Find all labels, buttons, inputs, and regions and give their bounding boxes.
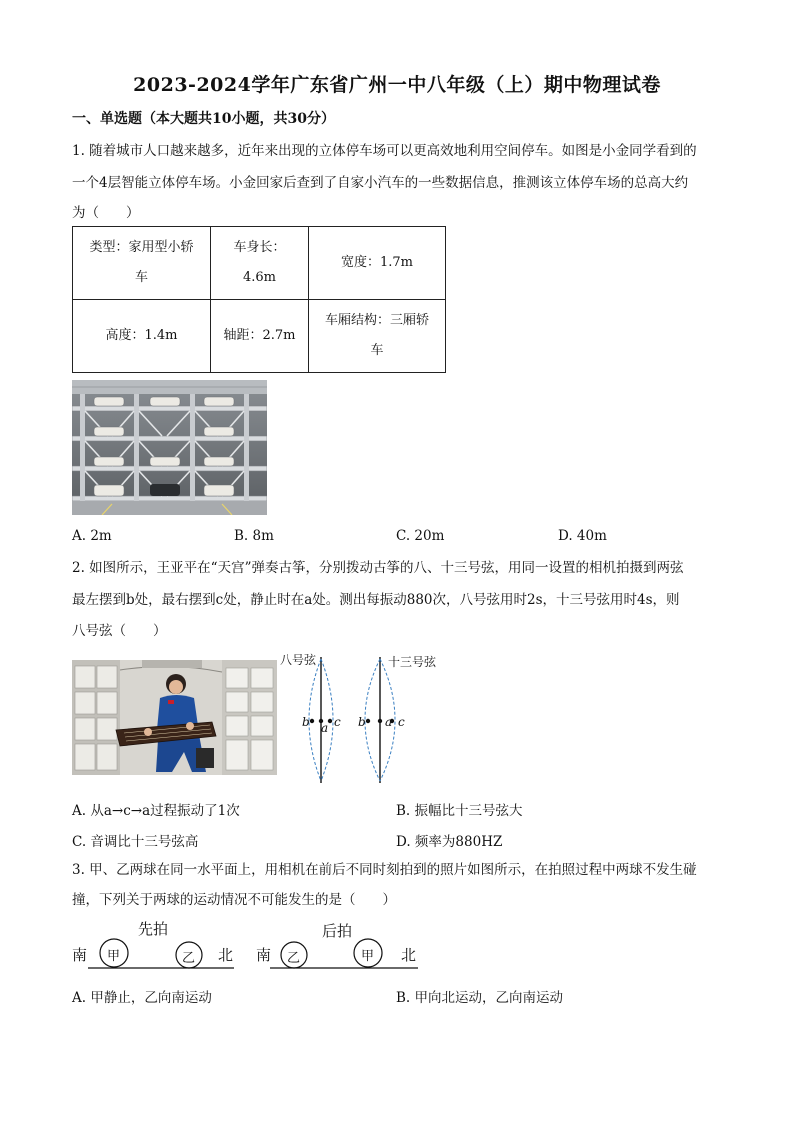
label-later-shot: 后拍 — [322, 922, 353, 940]
table-cell-wheelbase: 轴距：2.7m — [211, 300, 309, 373]
q2-option-a: A. 从a→c→a过程振动了1次 — [72, 803, 240, 819]
label-string-13: 十三号弦 — [388, 655, 437, 669]
car-spec-table — [72, 226, 446, 373]
q1-option-d: D. 40m — [558, 528, 607, 544]
section-heading: 一、单选题（本大题共10小题，共30分） — [72, 111, 335, 127]
q2-option-c: C. 音调比十三号弦高 — [72, 834, 199, 850]
string-13-point-b — [366, 719, 370, 723]
exam-title: 2023-2024学年广东省广州一中八年级（上）期中物理试卷 — [133, 74, 661, 96]
label-13-a: a — [385, 715, 393, 729]
parking-garage-photo — [72, 380, 267, 515]
q1-option-c: C. 20m — [396, 528, 445, 544]
label-yi-later: 乙 — [287, 951, 301, 966]
q2-option-b: B. 振幅比十三号弦大 — [396, 803, 523, 819]
length-line-2: 4.6m — [242, 270, 276, 285]
label-north-1: 北 — [218, 946, 234, 964]
label-south-2: 南 — [256, 946, 272, 964]
label-string-8: 八号弦 — [280, 653, 317, 667]
q2-stem-line-1: 2. 如图所示，王亚平在“天宫”弹奏古筝，分别拨动古筝的八、十三号弦，用同一设置的相机拍摄到两弦 — [72, 560, 684, 576]
label-south-1: 南 — [72, 946, 88, 964]
q3-option-a: A. 甲静止，乙向南运动 — [72, 990, 212, 1006]
q1-stem-line-3: 为（ ） — [72, 205, 140, 221]
space-station-guzheng-photo — [72, 660, 277, 775]
label-yi-first: 乙 — [182, 951, 196, 966]
table-cell-width: 宽度：1.7m — [309, 227, 446, 300]
label-8-b: b — [302, 715, 310, 729]
q1-stem-line-1: 1. 随着城市人口越来越多，近年来出现的立体停车场可以更高效地利用空间停车。如图是小金同学看到的 — [72, 143, 697, 159]
q1-option-b: B. 8m — [234, 528, 274, 544]
q2-option-d: D. 频率为880HZ — [396, 834, 503, 850]
q3-stem-line-2: 撞，下列关于两球的运动情况不可能发生的是（ ） — [72, 892, 396, 908]
body-line-1: 车厢结构：三厢轿 — [324, 313, 429, 328]
string-vibration-diagram — [280, 645, 445, 785]
q1-stem-line-2: 一个4层智能立体停车场。小金回家后查到了自家小汽车的一些数据信息，推测该立体停车场的总高大约 — [72, 175, 689, 191]
label-8-a: a — [321, 721, 329, 735]
table-cell-type — [73, 227, 211, 300]
table-cell-body — [309, 300, 446, 373]
balls-photo-diagram — [70, 918, 430, 973]
string-8-point-b — [310, 719, 314, 723]
q3-stem-line-1: 3. 甲、乙两球在同一水平面上，用相机在前后不同时刻拍到的照片如图所示，在拍照过程中两球不发生碰 — [72, 862, 697, 878]
body-line-2: 车 — [370, 343, 384, 358]
q1-option-a: A. 2m — [72, 528, 112, 544]
string-13-point-a — [378, 719, 382, 723]
label-jia-later: 甲 — [361, 949, 375, 964]
table-cell-length — [211, 227, 309, 300]
length-line-1: 车身长： — [233, 240, 286, 255]
label-north-2: 北 — [401, 946, 417, 964]
type-line-1: 类型：家用型小轿 — [89, 240, 194, 255]
string-8-point-c — [328, 719, 332, 723]
q2-stem-line-2: 最左摆到b处，最右摆到c处，静止时在a处。测出每振动880次，八号弦用时2s，十三号弦用时4s，则 — [72, 592, 680, 608]
label-13-c: c — [398, 715, 405, 729]
q3-option-b: B. 甲向北运动，乙向南运动 — [396, 990, 564, 1006]
label-first-shot: 先拍 — [138, 920, 169, 938]
table-cell-height: 高度：1.4m — [73, 300, 211, 373]
label-8-c: c — [334, 715, 341, 729]
label-13-b: b — [358, 715, 366, 729]
type-line-2: 车 — [134, 270, 148, 285]
q2-stem-line-3: 八号弦（ ） — [72, 623, 167, 639]
label-jia-first: 甲 — [107, 949, 121, 964]
